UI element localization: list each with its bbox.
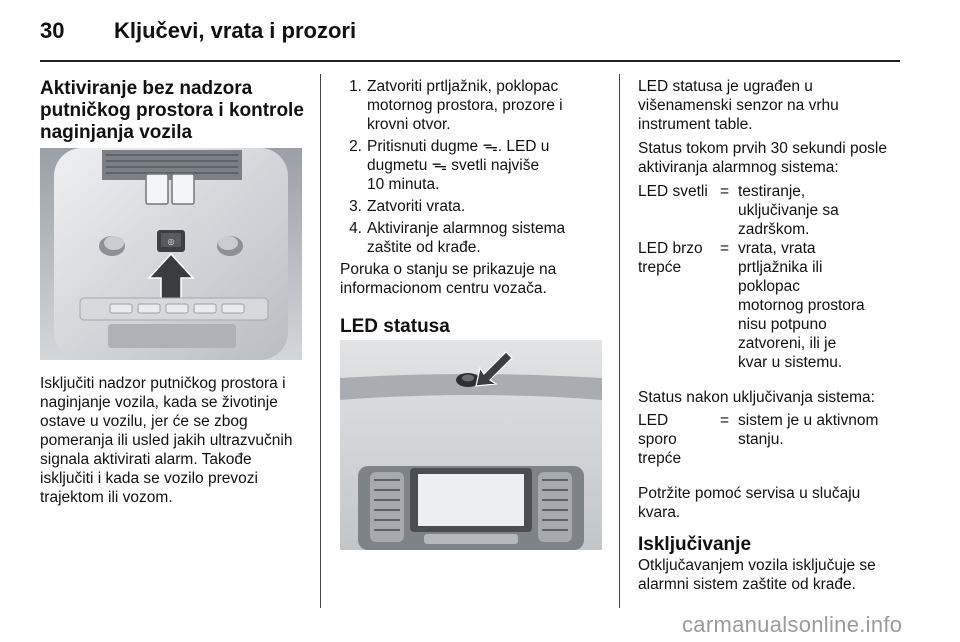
table-row — [638, 182, 928, 239]
overhead-console-illustration — [40, 148, 302, 360]
value-line: motornog prostora — [738, 297, 865, 314]
value-line: kvar u sistemu. — [738, 354, 843, 371]
step-number: 4. — [349, 220, 362, 237]
text-line: isključiti i kada se vozilo prevozi — [40, 470, 258, 487]
page-header — [40, 14, 920, 50]
photo-dashboard-led — [340, 340, 602, 550]
step-line: Aktiviranje alarmnog sistema — [367, 220, 566, 237]
step-item — [338, 219, 606, 257]
status-after-activation: Status nakon uključivanja sistema: — [638, 389, 875, 406]
text-line: Isključiti nadzor putničkog prostora i — [40, 375, 286, 392]
key-line: trepće — [638, 259, 682, 276]
value-line: prtljažnika ili — [738, 259, 823, 276]
text-line: instrument table. — [638, 116, 753, 133]
step-line: motornog prostora, prozore i — [367, 97, 563, 114]
text-line: Status tokom prvih 30 sekundi posle — [638, 140, 887, 157]
text-line: LED statusa je ugrađen u — [638, 78, 813, 95]
table-eq-cell: = — [720, 240, 730, 257]
text-line: trajektom ili vozom. — [40, 489, 173, 506]
step-item — [338, 77, 606, 134]
text-line: kvara. — [638, 504, 681, 521]
value-line: poklopac — [738, 278, 801, 295]
key-line: LED brzo — [638, 240, 703, 257]
section-heading-interior-monitoring — [40, 78, 308, 144]
table-eq-cell: = — [720, 183, 730, 200]
table-key-cell — [638, 182, 720, 239]
text-line: informacionom centru vozača. — [340, 280, 547, 297]
table-key-cell — [638, 239, 720, 372]
text-line: signala aktivirati alarm. Takođe — [40, 451, 252, 468]
section-heading-deactivation: Isključivanje — [638, 534, 752, 555]
step-text — [367, 77, 606, 134]
value-line: zadrškom. — [738, 221, 810, 238]
chapter-title: Ključevi, vrata i prozori — [114, 18, 357, 43]
text-line: aktiviranja alarmnog sistema: — [638, 159, 839, 176]
text-line: ostave u vozilu, jer će se zbog — [40, 413, 248, 430]
text-line: Poruka o stanju se prikazuje na — [340, 261, 557, 278]
table-row — [638, 239, 928, 372]
deactivation-text — [638, 556, 928, 594]
step-number: 1. — [349, 78, 362, 95]
service-note — [638, 484, 928, 522]
value-line: sistem je u aktivnom — [738, 412, 879, 429]
step-line: Pritisnuti dugme ᯓ. LED u — [367, 138, 550, 155]
text-line: alarmni sistem zaštite od krađe. — [638, 576, 856, 593]
step-line: Zatvoriti vrata. — [367, 198, 466, 215]
key-line: sporo — [638, 431, 677, 448]
table-key-cell — [638, 411, 720, 468]
status-message-note — [340, 260, 606, 298]
step-line: zaštite od krađe. — [367, 239, 481, 256]
header-rule — [40, 60, 900, 62]
steps-list — [338, 77, 606, 338]
watermark: carmanualsonline.info — [682, 612, 903, 637]
page-number: 30 — [40, 18, 65, 43]
key-line: LED — [638, 412, 669, 429]
value-line: testiranje, — [738, 183, 806, 200]
heading-line: putničkog prostora i kontrole — [40, 100, 304, 121]
value-line: nisu potpuno — [738, 316, 827, 333]
text-line: višenamenski senzor na vrhu — [638, 97, 839, 114]
led-status-column — [638, 77, 928, 594]
step-item — [338, 197, 606, 216]
column-divider-2 — [619, 74, 620, 608]
heading-line: Aktiviranje bez nadzora — [40, 78, 253, 99]
section-heading-led-status: LED statusa — [340, 316, 450, 337]
svg-text:◎: ◎ — [167, 237, 175, 246]
paragraph-disable-note — [40, 374, 308, 507]
heading-line: naginjanja vozila — [40, 122, 193, 143]
text-line: pomeranja ili usled jakih ultrazvučnih — [40, 432, 293, 449]
text-line: Otključavanjem vozila isključuje se — [638, 557, 876, 574]
led-status-table-active — [638, 411, 928, 468]
step-text — [367, 137, 606, 194]
table-value-cell — [738, 239, 928, 372]
photo-overhead-console — [40, 148, 302, 360]
key-line: LED svetli — [638, 183, 708, 200]
table-eq-cell: = — [720, 412, 730, 429]
value-line: uključivanje sa — [738, 202, 839, 219]
step-text — [367, 219, 606, 257]
value-line: stanju. — [738, 431, 784, 448]
step-text — [367, 197, 606, 216]
text-line: Potržite pomoć servisa u slučaju — [638, 485, 861, 502]
step-line: dugmetu ᯓ svetli najviše — [367, 157, 540, 174]
step-number: 3. — [349, 198, 362, 215]
table-value-cell — [738, 182, 928, 239]
dashboard-illustration — [340, 340, 602, 550]
led-intro — [638, 77, 928, 134]
step-number: 2. — [349, 138, 362, 155]
key-line: trepće — [638, 450, 682, 467]
value-line: zatvoreni, ili je — [738, 335, 837, 352]
table-value-cell — [738, 411, 928, 468]
text-line: naginjanje vozila, kada se životinje — [40, 394, 278, 411]
led-status-table-initial — [638, 182, 928, 372]
table-row — [638, 411, 928, 468]
step-line: krovni otvor. — [367, 116, 451, 133]
step-item — [338, 137, 606, 194]
column-divider-1 — [320, 74, 321, 608]
status-first-30s — [638, 139, 928, 177]
step-line: Zatvoriti prtljažnik, poklopac — [367, 78, 559, 95]
step-line: 10 minuta. — [367, 176, 440, 193]
value-line: vrata, vrata — [738, 240, 816, 257]
